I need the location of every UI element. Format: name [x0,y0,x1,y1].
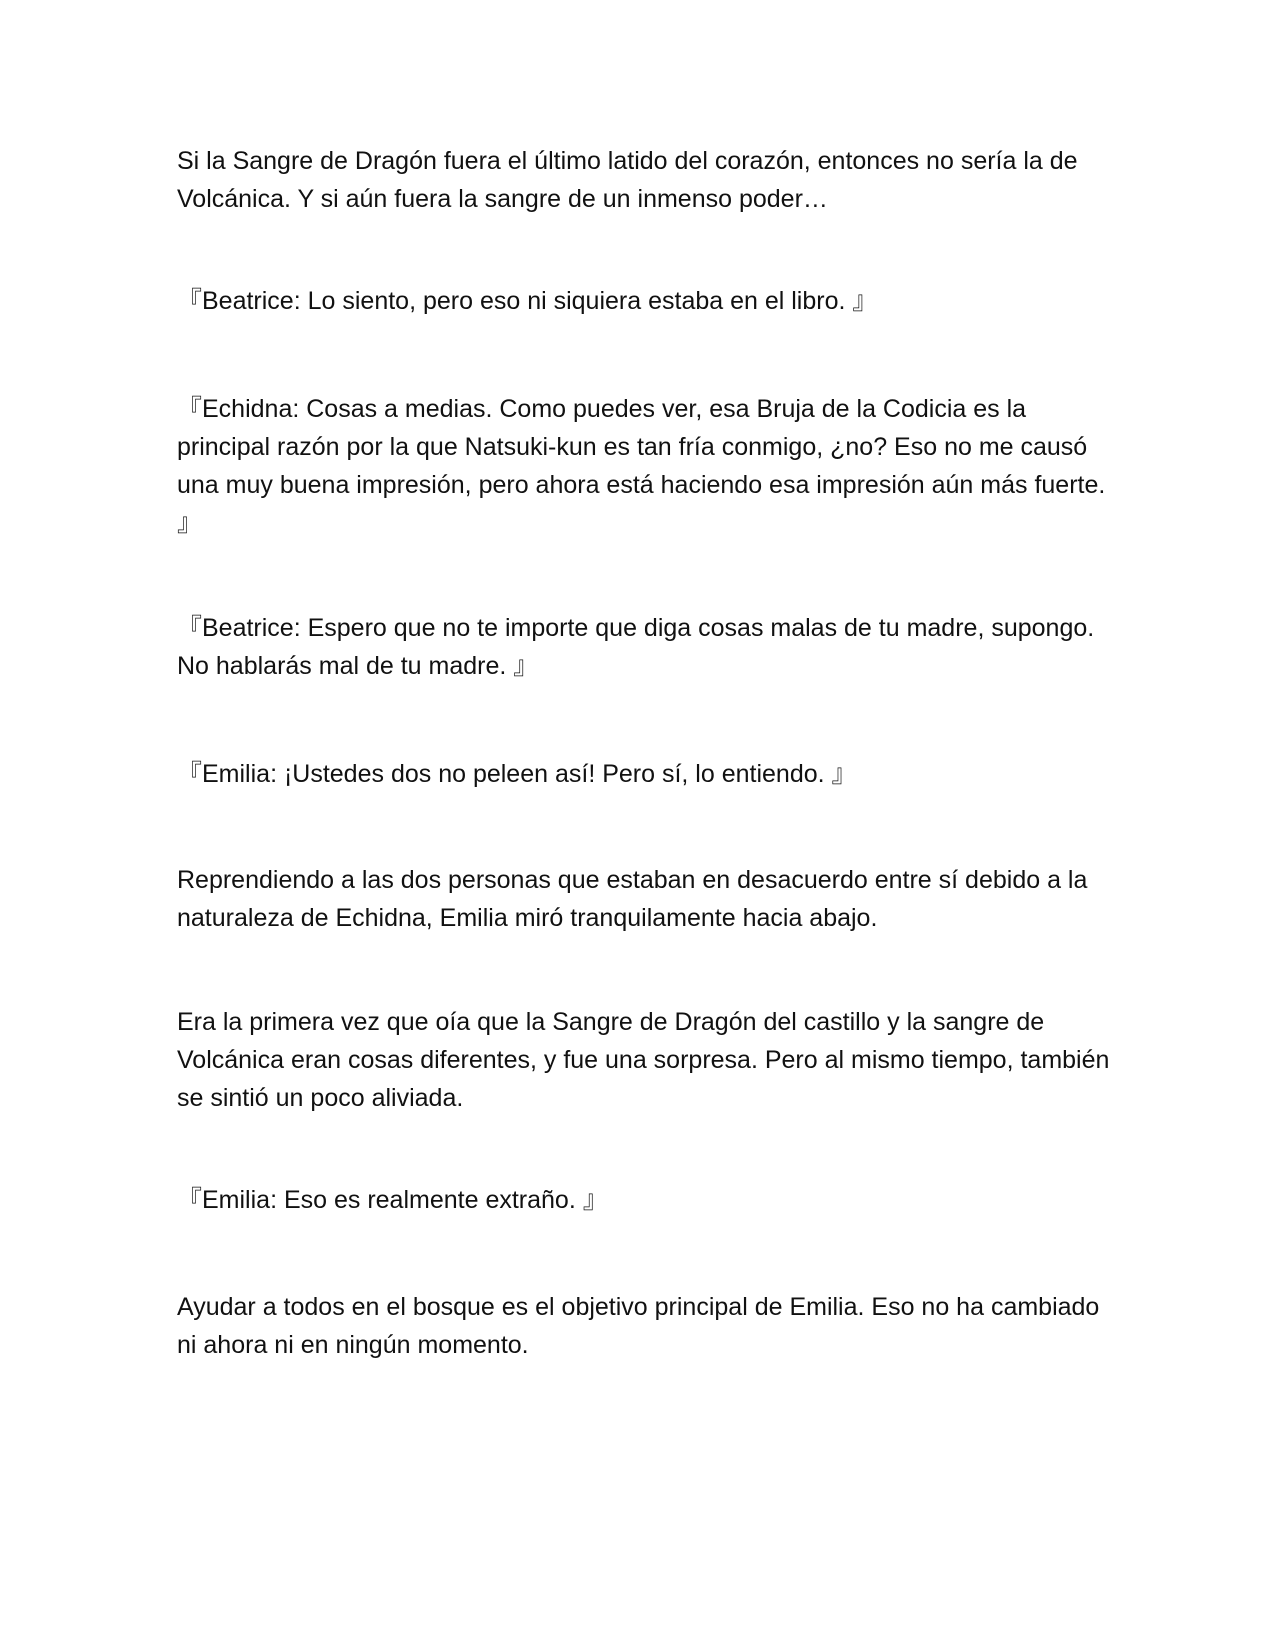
paragraph-dialogue-emilia-2: 『Emilia: Eso es realmente extraño. 』 [177,1186,608,1214]
paragraph-narration-4: Ayudar a todos en el bosque es el objetivo principal de Emilia. Eso no ha cambiado ni ahora ni en ningún momento. [177,1293,1100,1359]
paragraph-narration-3: Era la primera vez que oía que la Sangre de Dragón del castillo y la sangre de Volcánica eran cosas diferentes, y fue una sorpresa. Pero al mismo tiempo, también se sintió un poco aliviada. [177,1008,1110,1112]
paragraph-narration-1: Si la Sangre de Dragón fuera el último latido del corazón, entonces no sería la de Volcánica. Y si aún fuera la sangre de un inmenso poder… [177,147,1078,213]
paragraph-narration-2: Reprendiendo a las dos personas que estaban en desacuerdo entre sí debido a la naturaleza de Echidna, Emilia miró tranquilamente hacia abajo. [177,866,1088,932]
paragraph-dialogue-beatrice-1: 『Beatrice: Lo siento, pero eso ni siquiera estaba en el libro. 』 [177,287,878,315]
paragraph-dialogue-echidna: 『Echidna: Cosas a medias. Como puedes ver, esa Bruja de la Codicia es la principal razón por la que Natsuki-kun es tan fría conmigo, ¿no? Eso no me causó una muy buena impresión, pero ahora está haciendo esa impresión aún más fuerte. 』 [177,395,1106,537]
paragraph-dialogue-emilia-1: 『Emilia: ¡Ustedes dos no peleen así! Pero sí, lo entiendo. 』 [177,760,857,788]
paragraph-dialogue-beatrice-2: 『Beatrice: Espero que no te importe que diga cosas malas de tu madre, supongo. No hablarás mal de tu madre. 』 [177,614,1095,680]
